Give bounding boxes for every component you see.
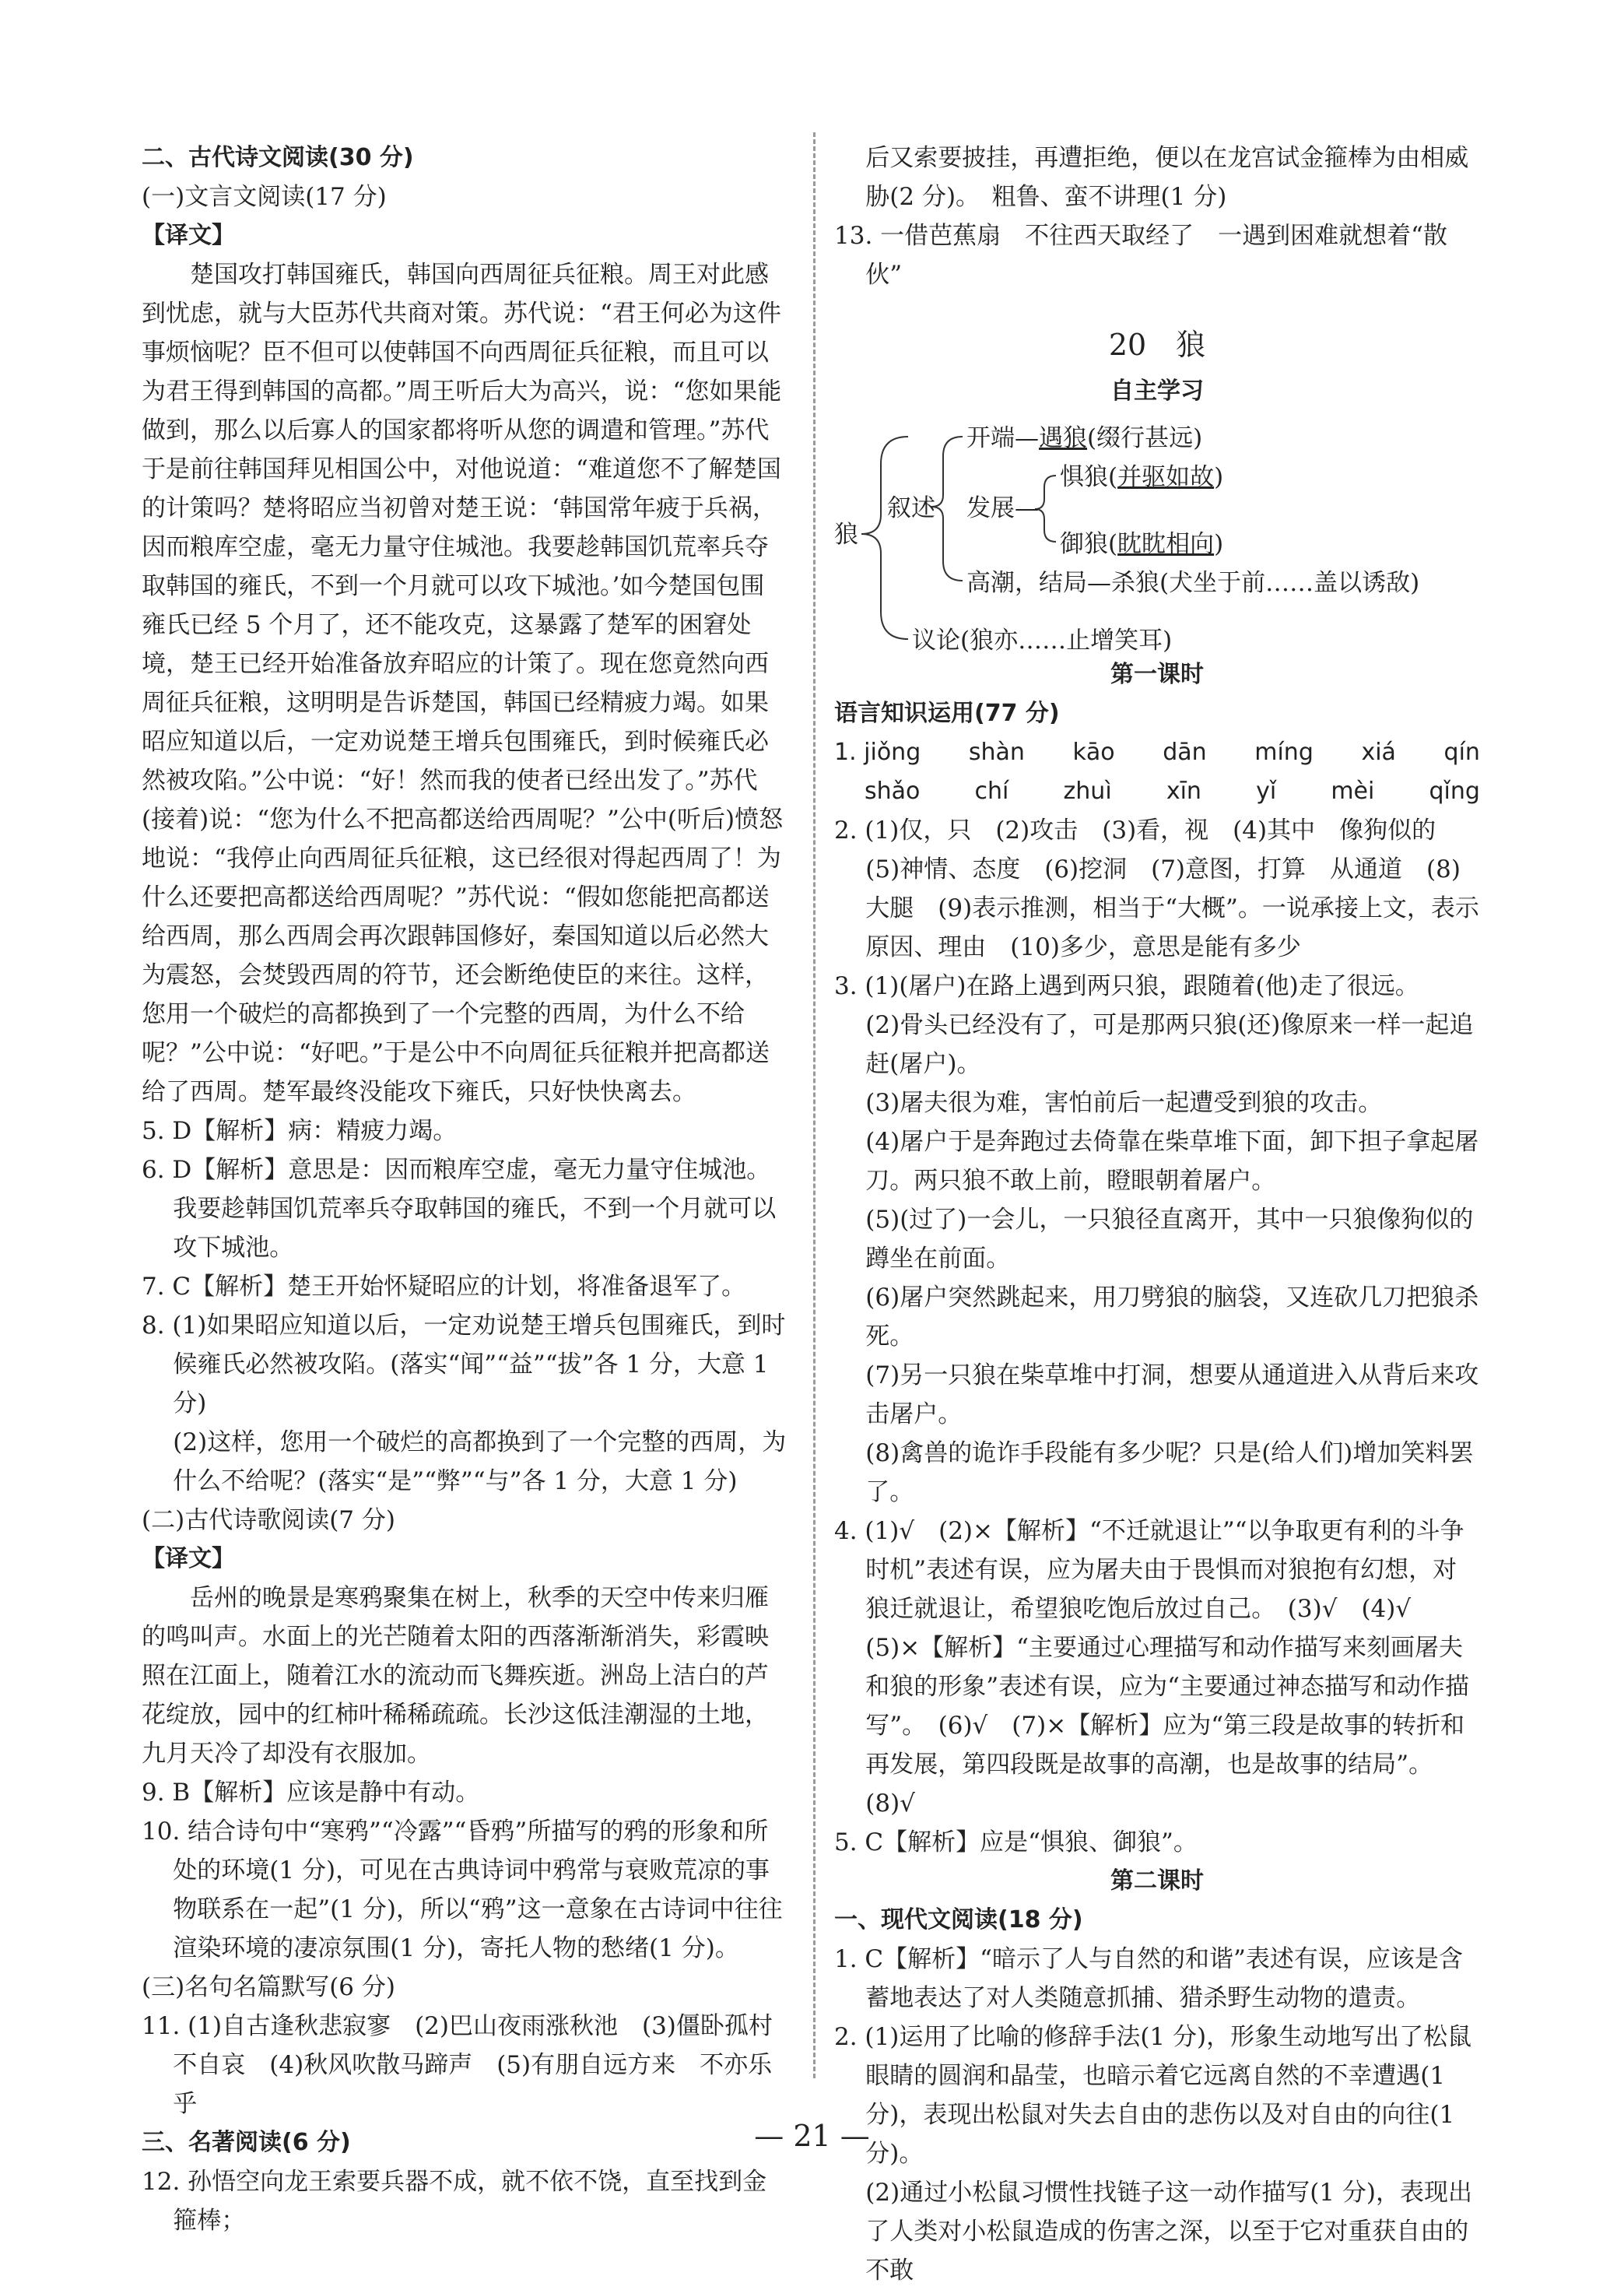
answer-3-2: (2)骨头已经没有了，可是那两只狼(还)像原来一样一起追赶(屠户)。	[865, 1011, 1474, 1078]
mindmap-root: 狼	[834, 521, 858, 549]
pinyin: kāo	[1072, 739, 1115, 766]
lesson-title: 20 狼	[1108, 328, 1206, 362]
mindmap-fear	[1060, 458, 1223, 497]
translation-text: 楚国攻打韩国雍氏，韩国向西周征兵征粮。周王对此感到忧虑，就与大臣苏代共商对策。苏代说：“君王何必为这件事烦恼呢？臣不但可以使韩国不向西周征兵征粮，而且可以为君王得到韩国的高都。”周王听后大为高兴，说：“您如果能做到，那么以后寡人的国家都将听从您的调遣和管理。”苏代于是前往韩国拜见相国公中，对他说道：“难道您不了解楚国的计策吗？楚将昭应当初曾对楚王说：‘韩国常年疲于兵祸，因而粮库空虚，毫无力量守住城池。我要趁韩国饥荒率兵夺取韩国的雍氏，不到一个月就可以攻下城池。’如今楚国包围雍氏已经 5 个月了，还不能攻克，这暴露了楚军的困窘处境，楚王已经开始准备放弃昭应的计策了。现在您竟然向西周征兵征粮，这明明是告诉楚国，韩国已经精疲力竭。如果昭应知道以后，一定劝说楚王增兵包围雍氏，到时候雍氏必然被攻陷。”公中说：“好！然而我的使者已经出发了。”苏代(接着)说：“您为什么不把高都送给西周呢？”公中(听后)愤怒地说：“我停止向西周征兵征粮，这已经很对得起西周了！为什么还要把高都送给西周呢？”苏代说：“假如您能把高都送给西周，那么西周会再次跟韩国修好，秦国知道以后必然大为震怒，会焚毁西周的符节，还会断绝使臣的来往。这样，您用一个破烂的高都换到了一个完整的西周，为什么不给呢？”公中说：“好吧。”于是公中不向周征兵征粮并把高都送给了西周。楚军最终没能攻下雍氏，只好快快离去。	[142, 261, 784, 1106]
answer-10: 10. 结合诗句中“寒鸦”“冷露”“昏鸦”所描写的鸦的形象和所处的环境(1 分)，可见在古典诗词中鸦常与衰败荒凉的事物联系在一起”(1 分)，所以“鸦”这一意象在古诗词中往往渲染环境的凄凉氛围(1 分)，寄托人物的愁绪(1 分)。	[142, 1818, 783, 1962]
subsection-title: (三)名句名篇默写(6 分)	[142, 1973, 395, 2001]
answer-3-3: (3)屠夫很为难，害怕前后一起遭受到狼的攻击。	[865, 1089, 1383, 1117]
answer-3-5: (5)(过了)一会儿，一只狼径直离开，其中一只狼像狗似的蹲坐在前面。	[865, 1206, 1474, 1273]
pinyin: qǐng	[1429, 778, 1480, 805]
answer-11: 11. (1)自古逢秋悲寂寥 (2)巴山夜雨涨秋池 (3)僵卧孤村不自哀 (4)秋风吹散马蹄声 (5)有朋自远方来 不亦乐乎	[142, 2012, 773, 2118]
class-heading: 第一课时	[1110, 661, 1204, 688]
pinyin: chí	[974, 778, 1009, 805]
subsection-title: (二)古代诗歌阅读(7 分)	[142, 1506, 395, 1534]
pinyin: zhuì	[1063, 778, 1112, 805]
answer-12-cont: 后又索要披挂，再遭拒绝，便以在龙宫试金箍棒为由相威胁(2 分)。 粗鲁、蛮不讲理(1 分)	[865, 144, 1469, 211]
subsection-title: (一)文言文阅读(17 分)	[142, 183, 387, 211]
answer-3-1: 3. (1)(屠户)在路上遇到两只狼，跟随着(他)走了很远。	[834, 972, 1419, 1000]
modern-answer-2-2: (2)通过小松鼠习惯性找链子这一动作描写(1 分)，表现出了人类对小松鼠造成的伤害之深，以至于它对重获自由的不敢	[865, 2179, 1472, 2285]
pinyin-row-2	[834, 772, 1480, 811]
pinyin: xīn	[1166, 778, 1201, 805]
section-title: 三、名著阅读(6 分)	[142, 2129, 351, 2156]
mindmap-climax: 高潮，结局—杀狼(犬坐于前……盖以诱敌)	[966, 569, 1420, 597]
self-study-heading: 自主学习	[1110, 378, 1204, 405]
mindmap-start	[966, 419, 1202, 458]
answer-9: 9. B【解析】应该是静中有动。	[142, 1779, 480, 1807]
mindmap-start-prefix: 开端—	[966, 424, 1039, 452]
answer-3-6: (6)屠户突然跳起来，用刀劈狼的脑袋，又连砍几刀把狼杀死。	[865, 1284, 1479, 1350]
mindmap-narrate: 叙述	[887, 494, 935, 522]
answer-8-1: 8. (1)如果昭应知道以后，一定劝说楚王增兵包围雍氏，到时候雍氏必然被攻陷。(落实“闻”“益”“拔”各 1 分，大意 1 分)	[142, 1312, 786, 1417]
page-number: — 21 —	[754, 2119, 870, 2153]
answer-8-2: (2)这样，您用一个破烂的高都换到了一个完整的西周，为什么不给呢？(落实“是”“弊”“与”各 1 分，大意 1 分)	[173, 1428, 787, 1495]
mindmap-fear-key: 并驱如故	[1117, 463, 1215, 491]
mindmap-start-rest: (缀行甚远)	[1087, 424, 1203, 452]
right-column	[834, 139, 1480, 2290]
answer-3-7: (7)另一只狼在柴草堆中打洞，想要从通道进入从背后来攻击屠户。	[865, 1361, 1479, 1428]
mindmap-control-prefix: 御狼(	[1060, 530, 1118, 558]
structure-mindmap	[834, 417, 1480, 655]
mindmap-control	[1060, 525, 1223, 564]
pinyin: yǐ	[1256, 778, 1277, 805]
mindmap-fear-prefix: 惧狼(	[1060, 463, 1118, 491]
pinyin: mèi	[1331, 778, 1375, 805]
poem-translation: 岳州的晚景是寒鸦聚集在树上，秋季的天空中传来归雁的鸣叫声。水面上的光芒随着太阳的西落渐渐消失，彩霞映照在江面上，随着江水的流动而飞舞疾逝。洲岛上洁白的芦花绽放，园中的红柿叶稀稀疏疏。长沙这低洼潮湿的土地，九月天冷了却没有衣服加。	[142, 1584, 769, 1768]
mindmap-develop: 发展—	[966, 494, 1039, 522]
answer-12: 12. 孙悟空向龙王索要兵器不成，就不依不饶，直至找到金箍棒；	[142, 2168, 767, 2235]
column-divider	[813, 132, 816, 2078]
pinyin: shǎo	[865, 778, 921, 805]
pinyin: 1. jiǒng	[834, 739, 921, 766]
mindmap-control-suffix: )	[1214, 530, 1224, 558]
pinyin: shàn	[968, 739, 1025, 766]
answer-5: 5. D【解析】病：精疲力竭。	[142, 1117, 458, 1145]
section-title: 语言知识运用(77 分)	[834, 700, 1060, 727]
pinyin: xiá	[1361, 739, 1396, 766]
answer-13: 13. 一借芭蕉扇 不往西天取经了 一遇到困难就想着“散伙”	[834, 222, 1447, 289]
left-column	[142, 139, 787, 2240]
answer-7: 7. C【解析】楚王开始怀疑昭应的计划，将准备退军了。	[142, 1273, 746, 1301]
pinyin-row-1	[834, 733, 1480, 772]
pinyin: míng	[1254, 739, 1314, 766]
answer-2: 2. (1)仅，只 (2)攻击 (3)看，视 (4)其中 像狗似的 (5)神情、态度 (6)挖洞 (7)意图，打算 从通道 (8)大腿 (9)表示推测，相当于“大概”。一说承接上文，表示原因、理由 (10)多少，意思是能有多少	[834, 817, 1479, 961]
answer-5: 5. C【解析】应是“惧狼、御狼”。	[834, 1828, 1198, 1856]
translation-label: 【译文】	[142, 1545, 235, 1572]
mindmap-control-key: 眈眈相向	[1117, 530, 1215, 558]
answer-3-8: (8)禽兽的诡诈手段能有多少呢？只是(给人们)增加笑料罢了。	[865, 1439, 1474, 1506]
pinyin: dān	[1163, 739, 1207, 766]
answer-6: 6. D【解析】意思是：因而粮库空虚，毫无力量守住城池。我要趁韩国饥荒率兵夺取韩国的雍氏，不到一个月就可以攻下城池。	[142, 1156, 777, 1262]
class-heading: 第二课时	[1110, 1867, 1204, 1895]
mindmap-fear-suffix: )	[1214, 463, 1224, 491]
translation-label: 【译文】	[142, 222, 235, 249]
pinyin: qín	[1443, 739, 1480, 766]
mindmap-start-key: 遇狼	[1039, 424, 1087, 452]
answer-4: 4. (1)√ (2)×【解析】“不迁就退让”“以争取更有利的斗争时机”表述有误，应为屠夫由于畏惧而对狼抱有幻想，对狼迁就退让，希望狼吃饱后放过自己。 (3)√ (4)√ (5)×【解析】“主要通过心理描写和动作描写来刻画屠夫和狼的形象”表述有误，应为“主要通过神态描写和动作描写”。 (6)√ (7)×【解析】应为“第三段是故事的转折和再发展，第四段既是故事的高潮，也是故事的结局”。 (8)√	[834, 1517, 1469, 1818]
modern-answer-2-1: 2. (1)运用了比喻的修辞手法(1 分)，形象生动地写出了松鼠眼睛的圆润和晶莹，也暗示着它远离自然的不幸遭遇(1 分)，表现出松鼠对失去自由的悲伤以及对自由的向往(1 分)。	[834, 2023, 1472, 2168]
section-title: 一、现代文阅读(18 分)	[834, 1906, 1083, 1934]
answer-3-4: (4)屠户于是奔跑过去倚靠在柴草堆下面，卸下担子拿起屠刀。两只狼不敢上前，瞪眼朝着屠户。	[865, 1128, 1479, 1195]
modern-answer-1: 1. C【解析】“暗示了人与自然的和谐”表述有误，应该是含蓄地表达了对人类随意抓捕、猎杀野生动物的遣责。	[834, 1945, 1463, 2012]
mindmap-discuss: 议论(狼亦……止增笑耳)	[912, 627, 1173, 655]
section-title: 二、古代诗文阅读(30 分)	[142, 144, 414, 171]
